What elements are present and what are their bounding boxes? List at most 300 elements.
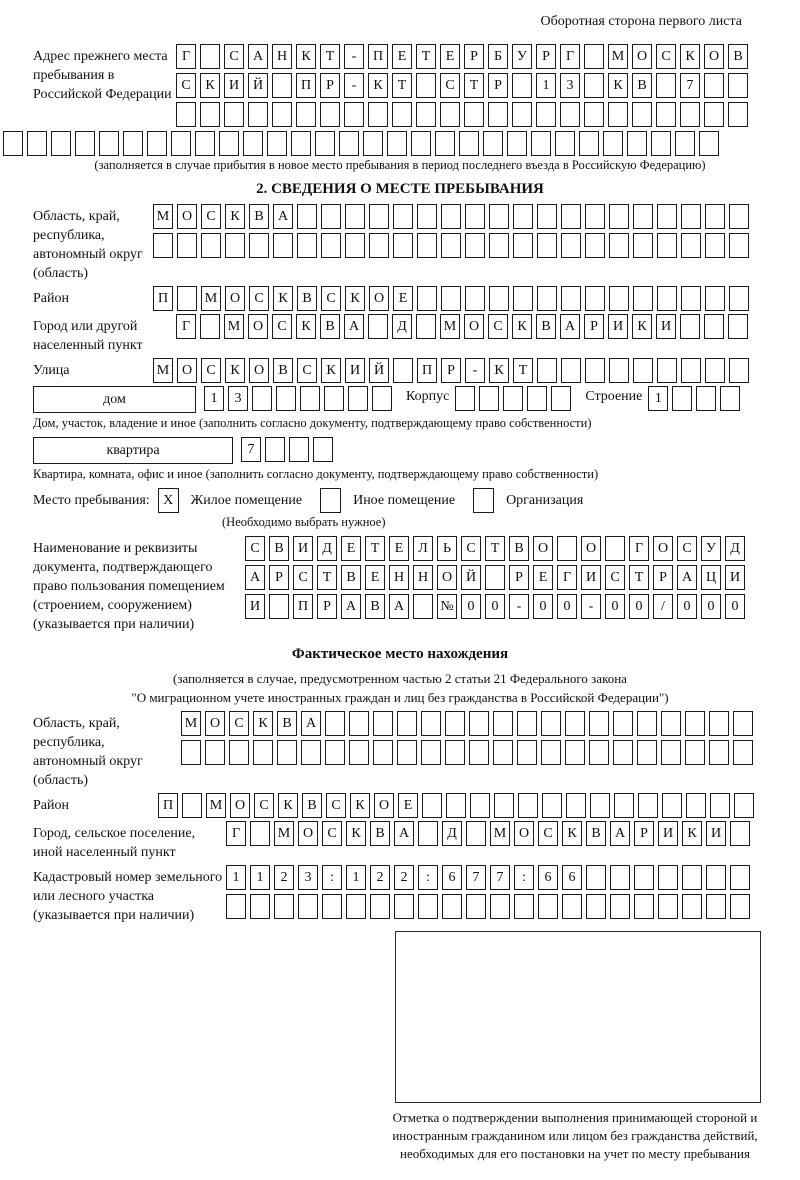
char-cell[interactable] xyxy=(589,740,609,765)
char-cell[interactable] xyxy=(297,233,317,258)
char-cell[interactable] xyxy=(527,386,547,411)
char-cell[interactable]: П xyxy=(417,358,437,383)
char-cell[interactable] xyxy=(541,740,561,765)
char-cell[interactable]: 0 xyxy=(485,594,505,619)
char-cell[interactable] xyxy=(538,894,558,919)
char-cell[interactable] xyxy=(537,233,557,258)
char-cell[interactable] xyxy=(345,233,365,258)
char-cell[interactable]: И xyxy=(656,314,676,339)
char-cell[interactable]: Д xyxy=(392,314,412,339)
char-cell[interactable] xyxy=(657,286,677,311)
char-cell[interactable]: И xyxy=(224,73,244,98)
char-cell[interactable]: Д xyxy=(317,536,337,561)
char-cell[interactable] xyxy=(680,102,700,127)
char-cell[interactable]: С xyxy=(201,204,221,229)
char-cell[interactable]: К xyxy=(608,73,628,98)
char-cell[interactable]: С xyxy=(293,565,313,590)
char-cell[interactable]: Е xyxy=(392,44,412,69)
char-cell[interactable]: Е xyxy=(365,565,385,590)
char-cell[interactable] xyxy=(277,740,297,765)
char-cell[interactable] xyxy=(274,894,294,919)
char-cell[interactable] xyxy=(177,286,197,311)
char-cell[interactable]: Р xyxy=(320,73,340,98)
char-cell[interactable] xyxy=(729,233,749,258)
char-cell[interactable]: А xyxy=(245,565,265,590)
char-cell[interactable] xyxy=(512,102,532,127)
char-cell[interactable] xyxy=(346,894,366,919)
char-cell[interactable]: О xyxy=(205,711,225,736)
char-cell[interactable] xyxy=(512,73,532,98)
char-cell[interactable] xyxy=(681,204,701,229)
char-cell[interactable] xyxy=(373,740,393,765)
char-cell[interactable]: К xyxy=(253,711,273,736)
char-cell[interactable] xyxy=(459,131,479,156)
char-cell[interactable] xyxy=(728,102,748,127)
char-cell[interactable]: В xyxy=(269,536,289,561)
char-cell[interactable]: О xyxy=(230,793,250,818)
char-cell[interactable] xyxy=(27,131,47,156)
char-cell[interactable] xyxy=(609,233,629,258)
char-cell[interactable] xyxy=(417,286,437,311)
char-cell[interactable] xyxy=(728,314,748,339)
char-cell[interactable]: М xyxy=(440,314,460,339)
char-cell[interactable] xyxy=(205,740,225,765)
char-cell[interactable] xyxy=(483,131,503,156)
char-cell[interactable] xyxy=(685,740,705,765)
char-cell[interactable]: М xyxy=(490,821,510,846)
char-cell[interactable] xyxy=(729,358,749,383)
char-cell[interactable] xyxy=(465,204,485,229)
checkbox-inoe[interactable] xyxy=(320,488,341,513)
char-cell[interactable] xyxy=(730,865,750,890)
char-cell[interactable] xyxy=(269,594,289,619)
char-cell[interactable] xyxy=(250,821,270,846)
char-cell[interactable] xyxy=(466,821,486,846)
char-cell[interactable] xyxy=(681,286,701,311)
char-cell[interactable]: А xyxy=(610,821,630,846)
char-cell[interactable] xyxy=(297,204,317,229)
char-cell[interactable]: : xyxy=(322,865,342,890)
char-cell[interactable]: Т xyxy=(365,536,385,561)
char-cell[interactable]: М xyxy=(153,358,173,383)
char-cell[interactable]: А xyxy=(248,44,268,69)
char-cell[interactable]: О xyxy=(464,314,484,339)
char-cell[interactable] xyxy=(634,894,654,919)
char-cell[interactable]: 3 xyxy=(228,386,248,411)
char-cell[interactable] xyxy=(153,233,173,258)
char-cell[interactable] xyxy=(705,286,725,311)
char-cell[interactable]: Т xyxy=(392,73,412,98)
char-cell[interactable]: В xyxy=(297,286,317,311)
char-cell[interactable]: О xyxy=(581,536,601,561)
char-cell[interactable] xyxy=(561,286,581,311)
char-cell[interactable]: : xyxy=(418,865,438,890)
char-cell[interactable]: И xyxy=(293,536,313,561)
char-cell[interactable] xyxy=(368,314,388,339)
char-cell[interactable]: К xyxy=(200,73,220,98)
char-cell[interactable] xyxy=(704,73,724,98)
char-cell[interactable] xyxy=(248,102,268,127)
char-cell[interactable] xyxy=(584,102,604,127)
char-cell[interactable] xyxy=(325,711,345,736)
char-cell[interactable] xyxy=(289,437,309,462)
char-cell[interactable]: Е xyxy=(389,536,409,561)
char-cell[interactable] xyxy=(51,131,71,156)
char-cell[interactable] xyxy=(393,358,413,383)
char-cell[interactable] xyxy=(728,73,748,98)
char-cell[interactable]: И xyxy=(706,821,726,846)
char-cell[interactable] xyxy=(489,233,509,258)
char-cell[interactable] xyxy=(397,711,417,736)
char-cell[interactable]: Е xyxy=(341,536,361,561)
char-cell[interactable] xyxy=(470,793,490,818)
char-cell[interactable]: В xyxy=(249,204,269,229)
char-cell[interactable] xyxy=(610,865,630,890)
char-cell[interactable] xyxy=(609,286,629,311)
char-cell[interactable] xyxy=(249,233,269,258)
char-cell[interactable] xyxy=(613,740,633,765)
char-cell[interactable] xyxy=(613,711,633,736)
char-cell[interactable]: С xyxy=(440,73,460,98)
char-cell[interactable] xyxy=(710,793,730,818)
char-cell[interactable] xyxy=(561,233,581,258)
char-cell[interactable] xyxy=(418,894,438,919)
char-cell[interactable] xyxy=(513,204,533,229)
char-cell[interactable] xyxy=(614,793,634,818)
char-cell[interactable] xyxy=(494,793,514,818)
char-cell[interactable] xyxy=(734,793,754,818)
char-cell[interactable] xyxy=(696,386,716,411)
char-cell[interactable] xyxy=(609,204,629,229)
char-cell[interactable] xyxy=(675,131,695,156)
char-cell[interactable]: К xyxy=(512,314,532,339)
char-cell[interactable]: Е xyxy=(440,44,460,69)
char-cell[interactable]: Т xyxy=(513,358,533,383)
char-cell[interactable] xyxy=(99,131,119,156)
char-cell[interactable] xyxy=(657,358,677,383)
char-cell[interactable]: 7 xyxy=(241,437,261,462)
char-cell[interactable]: Т xyxy=(629,565,649,590)
char-cell[interactable]: № xyxy=(437,594,457,619)
char-cell[interactable]: Й xyxy=(461,565,481,590)
char-cell[interactable] xyxy=(531,131,551,156)
char-cell[interactable]: Г xyxy=(560,44,580,69)
char-cell[interactable] xyxy=(590,793,610,818)
char-cell[interactable]: 0 xyxy=(533,594,553,619)
char-cell[interactable]: А xyxy=(560,314,580,339)
char-cell[interactable] xyxy=(657,233,677,258)
char-cell[interactable]: 6 xyxy=(562,865,582,890)
char-cell[interactable] xyxy=(682,865,702,890)
char-cell[interactable] xyxy=(75,131,95,156)
char-cell[interactable] xyxy=(657,204,677,229)
char-cell[interactable]: К xyxy=(273,286,293,311)
char-cell[interactable]: К xyxy=(346,821,366,846)
char-cell[interactable] xyxy=(397,740,417,765)
char-cell[interactable]: С xyxy=(326,793,346,818)
char-cell[interactable] xyxy=(229,740,249,765)
char-cell[interactable]: К xyxy=(345,286,365,311)
char-cell[interactable]: 0 xyxy=(605,594,625,619)
char-cell[interactable]: С xyxy=(201,358,221,383)
char-cell[interactable] xyxy=(417,233,437,258)
char-cell[interactable]: М xyxy=(181,711,201,736)
char-cell[interactable]: А xyxy=(301,711,321,736)
char-cell[interactable]: Н xyxy=(389,565,409,590)
char-cell[interactable] xyxy=(681,233,701,258)
char-cell[interactable]: 6 xyxy=(442,865,462,890)
char-cell[interactable] xyxy=(252,386,272,411)
char-cell[interactable]: Р xyxy=(317,594,337,619)
char-cell[interactable] xyxy=(392,102,412,127)
char-cell[interactable]: О xyxy=(653,536,673,561)
char-cell[interactable]: Р xyxy=(464,44,484,69)
char-cell[interactable]: И xyxy=(581,565,601,590)
char-cell[interactable]: И xyxy=(608,314,628,339)
char-cell[interactable] xyxy=(632,102,652,127)
char-cell[interactable] xyxy=(422,793,442,818)
char-cell[interactable] xyxy=(560,102,580,127)
char-cell[interactable]: Р xyxy=(509,565,529,590)
char-cell[interactable]: Е xyxy=(393,286,413,311)
char-cell[interactable]: 7 xyxy=(680,73,700,98)
char-cell[interactable] xyxy=(662,793,682,818)
char-cell[interactable]: 1 xyxy=(648,386,668,411)
char-cell[interactable] xyxy=(656,102,676,127)
char-cell[interactable]: Г xyxy=(176,314,196,339)
char-cell[interactable]: К xyxy=(562,821,582,846)
char-cell[interactable] xyxy=(537,204,557,229)
char-cell[interactable] xyxy=(3,131,23,156)
char-cell[interactable] xyxy=(610,894,630,919)
char-cell[interactable] xyxy=(339,131,359,156)
char-cell[interactable] xyxy=(181,740,201,765)
char-cell[interactable]: В xyxy=(728,44,748,69)
char-cell[interactable] xyxy=(537,358,557,383)
char-cell[interactable] xyxy=(585,233,605,258)
char-cell[interactable]: С xyxy=(488,314,508,339)
char-cell[interactable] xyxy=(561,204,581,229)
char-cell[interactable] xyxy=(387,131,407,156)
char-cell[interactable] xyxy=(518,793,538,818)
char-cell[interactable] xyxy=(445,711,465,736)
char-cell[interactable]: Р xyxy=(584,314,604,339)
char-cell[interactable] xyxy=(446,793,466,818)
char-cell[interactable]: А xyxy=(677,565,697,590)
char-cell[interactable] xyxy=(551,386,571,411)
char-cell[interactable] xyxy=(416,102,436,127)
char-cell[interactable] xyxy=(733,740,753,765)
char-cell[interactable] xyxy=(373,711,393,736)
char-cell[interactable]: О xyxy=(704,44,724,69)
char-cell[interactable]: - xyxy=(509,594,529,619)
char-cell[interactable] xyxy=(348,386,368,411)
char-cell[interactable] xyxy=(344,102,364,127)
char-cell[interactable]: С xyxy=(656,44,676,69)
char-cell[interactable] xyxy=(633,233,653,258)
char-cell[interactable] xyxy=(441,233,461,258)
char-cell[interactable] xyxy=(537,286,557,311)
char-cell[interactable]: А xyxy=(341,594,361,619)
char-cell[interactable]: У xyxy=(512,44,532,69)
char-cell[interactable] xyxy=(513,233,533,258)
char-cell[interactable] xyxy=(325,740,345,765)
char-cell[interactable] xyxy=(372,386,392,411)
char-cell[interactable]: В xyxy=(320,314,340,339)
char-cell[interactable] xyxy=(536,102,556,127)
char-cell[interactable] xyxy=(416,73,436,98)
char-cell[interactable] xyxy=(637,740,657,765)
char-cell[interactable]: 1 xyxy=(346,865,366,890)
char-cell[interactable]: 0 xyxy=(557,594,577,619)
char-cell[interactable]: К xyxy=(321,358,341,383)
char-cell[interactable] xyxy=(489,286,509,311)
char-cell[interactable] xyxy=(225,233,245,258)
char-cell[interactable] xyxy=(584,44,604,69)
char-cell[interactable]: 0 xyxy=(629,594,649,619)
char-cell[interactable]: Е xyxy=(398,793,418,818)
char-cell[interactable]: А xyxy=(389,594,409,619)
char-cell[interactable] xyxy=(705,358,725,383)
char-cell[interactable]: И xyxy=(245,594,265,619)
char-cell[interactable] xyxy=(682,894,702,919)
char-cell[interactable]: В xyxy=(277,711,297,736)
char-cell[interactable]: П xyxy=(153,286,173,311)
char-cell[interactable]: Г xyxy=(226,821,246,846)
char-cell[interactable]: Т xyxy=(485,536,505,561)
char-cell[interactable]: К xyxy=(225,358,245,383)
char-cell[interactable] xyxy=(651,131,671,156)
char-cell[interactable]: О xyxy=(533,536,553,561)
char-cell[interactable] xyxy=(699,131,719,156)
char-cell[interactable]: М xyxy=(206,793,226,818)
char-cell[interactable]: 0 xyxy=(725,594,745,619)
char-cell[interactable]: А xyxy=(273,204,293,229)
char-cell[interactable]: О xyxy=(369,286,389,311)
dom-box[interactable]: дом xyxy=(33,386,196,413)
char-cell[interactable] xyxy=(267,131,287,156)
char-cell[interactable] xyxy=(219,131,239,156)
char-cell[interactable] xyxy=(291,131,311,156)
char-cell[interactable]: О xyxy=(249,358,269,383)
char-cell[interactable]: 2 xyxy=(274,865,294,890)
char-cell[interactable]: К xyxy=(489,358,509,383)
char-cell[interactable] xyxy=(603,131,623,156)
char-cell[interactable]: Г xyxy=(176,44,196,69)
char-cell[interactable]: В xyxy=(509,536,529,561)
char-cell[interactable]: - xyxy=(344,73,364,98)
char-cell[interactable] xyxy=(729,204,749,229)
char-cell[interactable] xyxy=(733,711,753,736)
char-cell[interactable] xyxy=(489,204,509,229)
char-cell[interactable]: В xyxy=(370,821,390,846)
char-cell[interactable] xyxy=(490,894,510,919)
char-cell[interactable]: А xyxy=(344,314,364,339)
char-cell[interactable]: В xyxy=(273,358,293,383)
char-cell[interactable]: С xyxy=(229,711,249,736)
char-cell[interactable] xyxy=(637,711,657,736)
char-cell[interactable] xyxy=(417,204,437,229)
char-cell[interactable] xyxy=(658,865,678,890)
char-cell[interactable] xyxy=(585,358,605,383)
char-cell[interactable]: Д xyxy=(442,821,462,846)
char-cell[interactable] xyxy=(513,286,533,311)
char-cell[interactable] xyxy=(253,740,273,765)
char-cell[interactable] xyxy=(171,131,191,156)
char-cell[interactable]: Н xyxy=(272,44,292,69)
char-cell[interactable]: С xyxy=(677,536,697,561)
char-cell[interactable]: Т xyxy=(317,565,337,590)
char-cell[interactable]: Т xyxy=(464,73,484,98)
char-cell[interactable]: В xyxy=(536,314,556,339)
char-cell[interactable]: У xyxy=(701,536,721,561)
char-cell[interactable] xyxy=(466,894,486,919)
char-cell[interactable] xyxy=(368,102,388,127)
char-cell[interactable]: Р xyxy=(441,358,461,383)
char-cell[interactable] xyxy=(661,740,681,765)
char-cell[interactable]: К xyxy=(225,204,245,229)
char-cell[interactable] xyxy=(313,437,333,462)
char-cell[interactable] xyxy=(656,73,676,98)
char-cell[interactable]: Р xyxy=(634,821,654,846)
char-cell[interactable]: О xyxy=(298,821,318,846)
char-cell[interactable]: В xyxy=(632,73,652,98)
char-cell[interactable]: П xyxy=(368,44,388,69)
char-cell[interactable] xyxy=(488,102,508,127)
char-cell[interactable] xyxy=(542,793,562,818)
char-cell[interactable] xyxy=(421,711,441,736)
char-cell[interactable]: О xyxy=(225,286,245,311)
char-cell[interactable]: Б xyxy=(488,44,508,69)
char-cell[interactable] xyxy=(442,894,462,919)
char-cell[interactable] xyxy=(315,131,335,156)
char-cell[interactable]: Г xyxy=(557,565,577,590)
char-cell[interactable]: Р xyxy=(536,44,556,69)
char-cell[interactable]: 1 xyxy=(226,865,246,890)
char-cell[interactable] xyxy=(349,740,369,765)
char-cell[interactable]: Д xyxy=(725,536,745,561)
char-cell[interactable] xyxy=(200,44,220,69)
char-cell[interactable] xyxy=(585,204,605,229)
char-cell[interactable] xyxy=(562,894,582,919)
char-cell[interactable] xyxy=(464,102,484,127)
char-cell[interactable] xyxy=(605,536,625,561)
char-cell[interactable]: И xyxy=(658,821,678,846)
char-cell[interactable] xyxy=(565,711,585,736)
char-cell[interactable] xyxy=(634,865,654,890)
char-cell[interactable]: Т xyxy=(416,44,436,69)
char-cell[interactable] xyxy=(250,894,270,919)
char-cell[interactable] xyxy=(298,894,318,919)
char-cell[interactable] xyxy=(706,894,726,919)
char-cell[interactable]: С xyxy=(322,821,342,846)
char-cell[interactable] xyxy=(369,233,389,258)
char-cell[interactable] xyxy=(704,314,724,339)
char-cell[interactable]: К xyxy=(682,821,702,846)
char-cell[interactable]: Ь xyxy=(437,536,457,561)
char-cell[interactable] xyxy=(394,894,414,919)
char-cell[interactable] xyxy=(469,711,489,736)
char-cell[interactable]: М xyxy=(274,821,294,846)
char-cell[interactable] xyxy=(729,286,749,311)
char-cell[interactable] xyxy=(685,711,705,736)
char-cell[interactable] xyxy=(479,386,499,411)
char-cell[interactable] xyxy=(609,358,629,383)
char-cell[interactable] xyxy=(226,894,246,919)
char-cell[interactable]: Л xyxy=(413,536,433,561)
char-cell[interactable]: О xyxy=(632,44,652,69)
char-cell[interactable]: К xyxy=(278,793,298,818)
